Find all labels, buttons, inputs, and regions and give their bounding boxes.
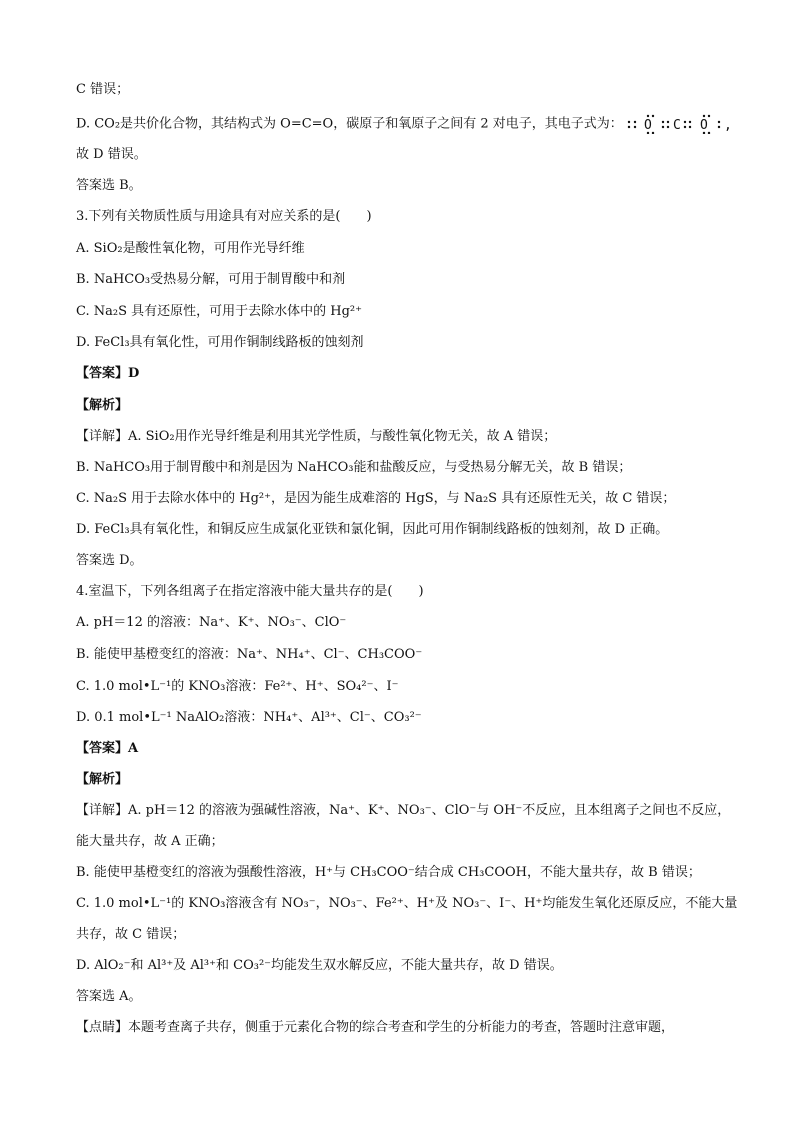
explanation-line: D. AlO₂⁻和 Al³⁺及 Al³⁺和 CO₃²⁻均能发生双水解反应，不能大量共存，故 D 错误。	[76, 958, 563, 973]
svg-text:O: O	[699, 118, 708, 133]
explanation-line: 【详解】A. SiO₂用作光导纤维是利用其光学性质，与酸性氧化物无关，故 A 错误；	[76, 429, 557, 444]
option-c: C. Na₂S 具有还原性，可用于去除水体中的 Hg²⁺	[76, 304, 362, 319]
text-line: D. CO₂是共价化合物，其结构式为 O=C=O，碳原子和氧原子之间有 2 对电子，其电子式为：	[76, 116, 623, 132]
option-a: A. SiO₂是酸性氧化物，可用作光导纤维	[76, 241, 305, 256]
question-heading: 3.下列有关物质性质与用途具有对应关系的是( )	[76, 209, 372, 224]
text-line: 答案选 D。	[76, 553, 143, 568]
explanation-line: 【详解】A. pH＝12 的溶液为强碱性溶液，Na⁺、K⁺、NO₃⁻、ClO⁻与 OH⁻不反应，且本组离子之间也不反应，	[76, 803, 731, 818]
text-line: 故 D 错误。	[76, 147, 147, 162]
answer-label: 【答案】A	[76, 741, 139, 756]
explanation-line: 能大量共存，故 A 正确；	[76, 834, 224, 849]
option-a: A. pH＝12 的溶液：Na⁺、K⁺、NO₃⁻、ClO⁻	[76, 615, 347, 630]
text-line: 答案选 A。	[76, 989, 142, 1004]
option-d: D. 0.1 mol•L⁻¹ NaAlO₂溶液：NH₄⁺、Al³⁺、Cl⁻、CO₃²⁻	[76, 710, 422, 725]
co2-electron-dot-formula	[625, 114, 743, 134]
text-line: 答案选 B。	[76, 178, 142, 193]
explanation-line: C. 1.0 mol•L⁻¹的 KNO₃溶液含有 NO₃⁻，NO₃⁻、Fe²⁺、H⁺及 NO₃⁻、I⁻、H⁺均能发生氧化还原反应，不能大量	[76, 896, 738, 911]
question-heading: 4.室温下，下列各组离子在指定溶液中能大量共存的是( )	[76, 584, 424, 599]
option-b: B. 能使甲基橙变红的溶液：Na⁺、NH₄⁺、Cl⁻、CH₃COO⁻	[76, 647, 423, 662]
text-line-with-formula	[76, 114, 732, 135]
analysis-label: 【解析】	[76, 398, 129, 413]
explanation-line: B. 能使甲基橙变红的溶液为强酸性溶液，H⁺与 CH₃COO⁻结合成 CH₃COOH，不能大量共存，故 B 错误；	[76, 865, 701, 880]
option-c: C. 1.0 mol•L⁻¹的 KNO₃溶液：Fe²⁺、H⁺、SO₄²⁻、I⁻	[76, 679, 399, 694]
svg-text:O: O	[643, 118, 652, 133]
option-b: B. NaHCO₃受热易分解，可用于制胃酸中和剂	[76, 272, 346, 287]
text-line: C 错误；	[76, 82, 130, 97]
formula-tail: ,	[723, 118, 732, 133]
explanation-line: B. NaHCO₃用于制胃酸中和剂是因为 NaHCO₃能和盐酸反应，与受热易分解无关，故 B 错误；	[76, 460, 632, 475]
explanation-line: D. FeCl₃具有氧化性，和铜反应生成氯化亚铁和氯化铜，因此可用作铜制线路板的蚀刻剂，故 D 正确。	[76, 522, 669, 537]
analysis-label: 【解析】	[76, 772, 129, 787]
explanation-line: 共存，故 C 错误；	[76, 927, 186, 942]
key-point-line: 【点睛】本题考查离子共存，侧重于元素化合物的综合考查和学生的分析能力的考查，答题时注意审题，	[76, 1020, 675, 1035]
option-d: D. FeCl₃具有氧化性，可用作铜制线路板的蚀刻剂	[76, 335, 364, 350]
svg-text:C: C	[672, 118, 681, 133]
explanation-line: C. Na₂S 用于去除水体中的 Hg²⁺，是因为能生成难溶的 HgS，与 Na₂S 具有还原性无关，故 C 错误；	[76, 491, 676, 506]
answer-label: 【答案】D	[76, 366, 140, 381]
